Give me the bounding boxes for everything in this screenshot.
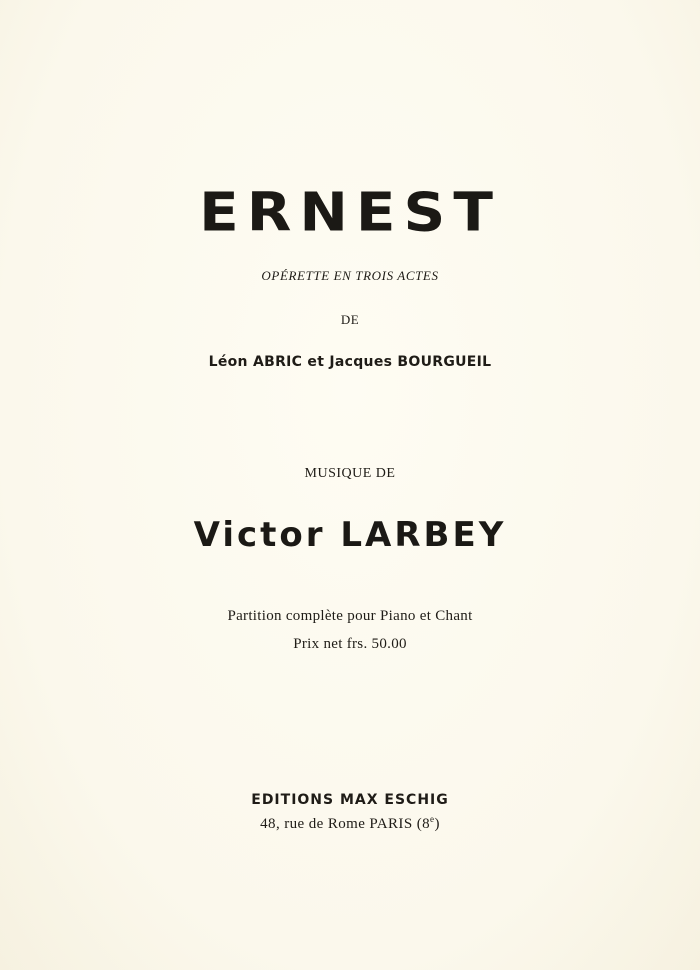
address-main: 48, rue de Rome PARIS (8 — [260, 816, 431, 832]
address-superscript: e — [430, 814, 435, 824]
music-by-label: MUSIQUE DE — [304, 466, 396, 481]
librettists: Léon ABRIC et Jacques BOURGUEIL — [208, 354, 492, 370]
composer-name: Victor LARBEY — [193, 515, 507, 555]
address-close: ) — [434, 816, 440, 832]
publisher-address — [0, 814, 700, 833]
score-description: Partition complète pour Piano et Chant — [227, 608, 473, 624]
work-title: ERNEST — [199, 180, 501, 244]
publisher-name: EDITIONS MAX ESCHIG — [251, 792, 449, 808]
work-subtitle: OPÉRETTE EN TROIS ACTES — [261, 268, 439, 283]
by-label: DE — [340, 312, 360, 327]
price-text: Prix net frs. 50.00 — [293, 636, 407, 652]
